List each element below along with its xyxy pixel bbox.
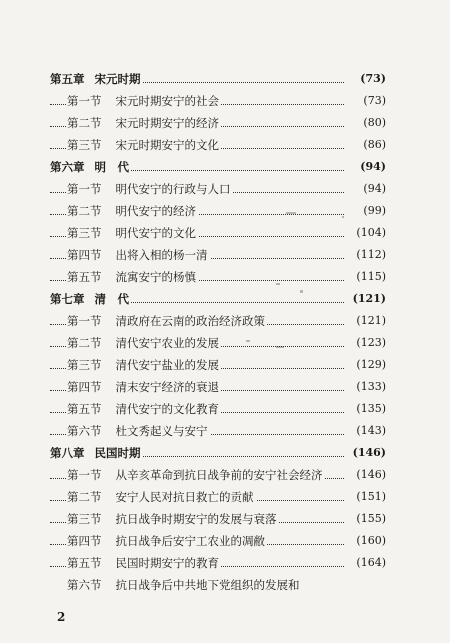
section-title: 清代安宁盐业的发展 [115,358,219,372]
section-number: 第二节 [67,490,102,504]
chapter-number: 第八章 [50,446,85,460]
chapter-number: 第六章 [50,160,85,174]
scan-speck [300,290,303,293]
page-reference: (146) [344,442,386,464]
toc-entry-label [67,574,302,596]
toc-entry-label [67,200,198,222]
toc-entry-label [67,178,233,200]
page-reference: (86) [344,134,386,156]
toc-section-row [50,178,386,200]
toc-entry-label [67,134,221,156]
toc-entry-label [50,68,143,90]
toc-section-row [50,398,386,420]
section-number: 第三节 [67,358,102,372]
toc-section-row [50,310,386,332]
toc-entry-label [50,288,131,310]
section-number: 第五节 [67,556,102,570]
page-reference: (121) [344,310,386,332]
toc-entry-label [67,222,198,244]
section-number: 第四节 [67,380,102,394]
section-number: 第三节 [67,138,102,152]
toc-section-row [50,376,386,398]
toc-entry-label [67,530,267,552]
page-number: 2 [57,610,66,624]
section-number: 第二节 [67,204,102,218]
page-reference: (104) [344,222,386,244]
section-number: 第二节 [67,336,102,350]
section-title: 流寓安宁的杨慎 [115,270,196,284]
toc-chapter-row [50,442,386,464]
toc-entry-label [67,244,210,266]
toc-entry-label [67,332,221,354]
section-number: 第一节 [67,314,102,328]
toc-section-row [50,266,386,288]
section-title: 宋元时期安宁的文化 [115,138,219,152]
section-number: 第四节 [67,534,102,548]
section-title: 宋元时期安宁的社会 [115,94,219,108]
section-number: 第一节 [67,182,102,196]
section-number: 第一节 [67,468,102,482]
toc-chapter-row [50,68,386,90]
toc-entry-label [67,376,221,398]
page-reference: (135) [344,398,386,420]
section-title: 民国时期安宁的教育 [115,556,219,570]
page-reference: (115) [344,266,386,288]
toc-section-row [50,112,386,134]
chapter-number: 第五章 [50,72,85,86]
toc-chapter-row [50,156,386,178]
page-reference: (133) [344,376,386,398]
section-number: 第五节 [67,270,102,284]
section-title: 抗日战争后中共地下党组织的发展和 [115,578,300,592]
page-reference: (129) [344,354,386,376]
section-title: 清代安宁的文化教育 [115,402,219,416]
page-reference: (160) [344,530,386,552]
page-reference: (94) [344,178,386,200]
chapter-title: 民国时期 [94,446,141,460]
section-number: 第三节 [67,226,102,240]
toc-section-row [50,552,386,574]
section-number: 第四节 [67,248,102,262]
section-number: 第二节 [67,116,102,130]
toc-entry-label [67,310,267,332]
section-title: 明代安宁的行政与人口 [115,182,231,196]
toc-section-row [50,508,386,530]
toc-entry-label [67,486,256,508]
toc-section-row [50,530,386,552]
toc-entry-label [67,464,325,486]
toc-entry-label [67,112,221,134]
toc-section-row [50,244,386,266]
section-number: 第一节 [67,94,102,108]
table-of-contents [50,68,386,596]
page-reference: (143) [344,420,386,442]
section-title: 明代安宁的文化 [115,226,196,240]
toc-entry-label [67,354,221,376]
section-title: 宋元时期安宁的经济 [115,116,219,130]
page-reference: (123) [344,332,386,354]
section-number: 第五节 [67,402,102,416]
scan-speck [276,283,280,285]
section-title: 清末安宁经济的衰退 [115,380,219,394]
toc-section-row [50,486,386,508]
section-title: 明代安宁的经济 [115,204,196,218]
page-reference: (73) [344,90,386,112]
section-number: 第三节 [67,512,102,526]
section-title: 杜文秀起义与安宁 [115,424,208,438]
page-reference: (146) [344,464,386,486]
toc-entry-label [67,90,221,112]
toc-entry-label [67,420,210,442]
toc-entry-label [67,398,221,420]
page-reference: (155) [344,508,386,530]
page-reference: (99) [344,200,386,222]
section-title: 清代安宁农业的发展 [115,336,219,350]
section-title: 安宁人民对抗日救亡的贡献 [115,490,254,504]
toc-chapter-row [50,288,386,310]
toc-section-row [50,574,386,596]
section-title: 抗日战争时期安宁的发展与衰落 [115,512,277,526]
section-title: 抗日战争后安宁工农业的凋敝 [115,534,265,548]
section-number: 第六节 [67,424,102,438]
page-reference: (94) [344,156,386,178]
toc-section-row [50,222,386,244]
page-reference: (151) [344,486,386,508]
page-reference: (121) [344,288,386,310]
toc-section-row [50,464,386,486]
chapter-title: 宋元时期 [94,72,141,86]
chapter-title: 明 代 [94,160,129,174]
page-reference: (112) [344,244,386,266]
toc-section-row [50,420,386,442]
toc-entry-label [67,266,198,288]
chapter-title: 清 代 [94,292,129,306]
toc-entry-label [50,442,143,464]
toc-entry-label [67,508,279,530]
toc-section-row [50,200,386,222]
toc-section-row [50,354,386,376]
page-reference: (73) [344,68,386,90]
chapter-number: 第七章 [50,292,85,306]
toc-entry-label [50,156,131,178]
section-number: 第六节 [67,578,102,592]
page-reference: (164) [344,552,386,574]
toc-section-row [50,332,386,354]
toc-entry-label [67,552,221,574]
section-title: 从辛亥革命到抗日战争前的安宁社会经济 [115,468,323,482]
section-title: 出将入相的杨一清 [115,248,208,262]
scan-speck [246,340,250,342]
section-title: 清政府在云南的政治经济政策 [115,314,265,328]
toc-section-row [50,134,386,156]
page-reference: (80) [344,112,386,134]
toc-section-row [50,90,386,112]
